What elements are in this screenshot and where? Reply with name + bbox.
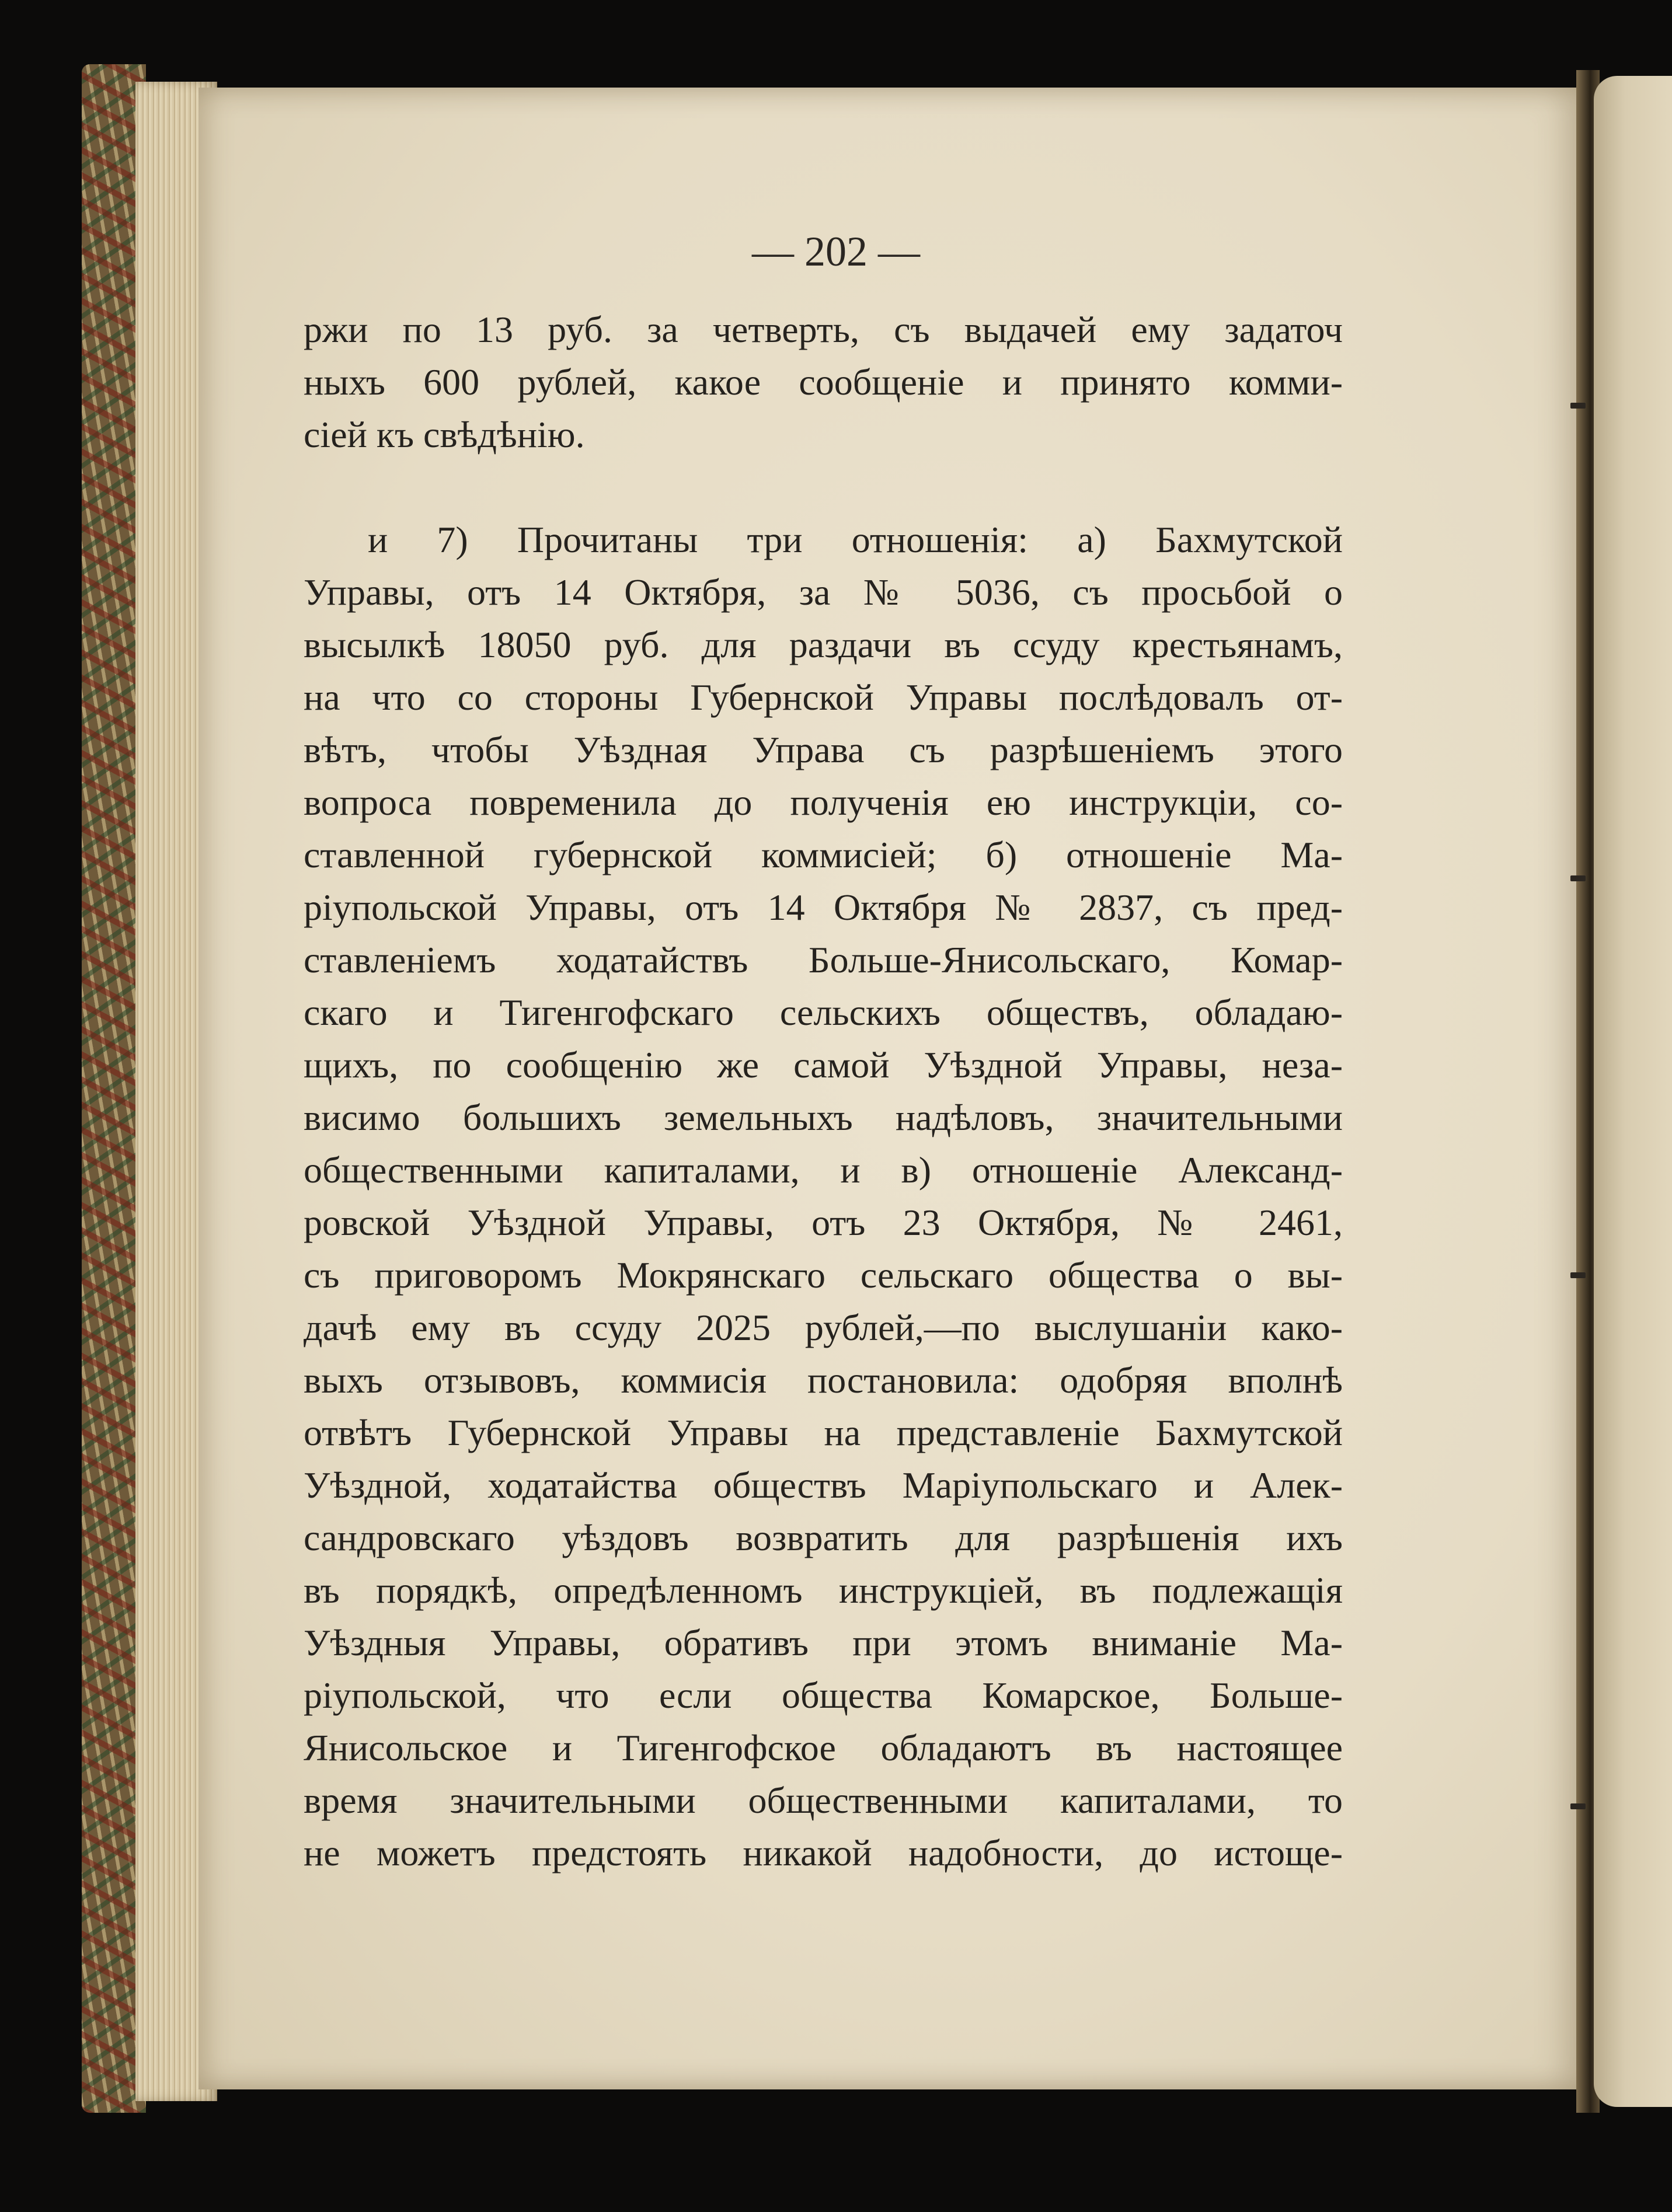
text-line: Управы, отъ 14 Октября, за № 5036, съ просьбой о [304,571,1343,613]
text-line: сандровскаго уѣздовъ возвратить для разрѣшенiя ихъ [304,1517,1343,1558]
text-line: ставленiемъ ходатайствъ Больше-Янисольскаго, Комар- [304,939,1343,981]
text-line: Янисольское и Тигенгофское обладаютъ въ настоящее [304,1727,1343,1768]
text-line: ржи по 13 руб. за четверть, съ выдачей ему задаточ [304,309,1343,350]
margin-tick [1570,1272,1586,1278]
text-line: вѣтъ, чтобы Уѣздная Управа съ разрѣшенiемъ этого [304,729,1343,770]
margin-tick [1570,1803,1586,1809]
text-line: Уѣздныя Управы, обративъ при этомъ вниманiе Ма- [304,1622,1343,1663]
text-line: дачѣ ему въ ссуду 2025 рублей,—по выслушанiи како- [304,1307,1343,1348]
text-line: рiупольской, что если общества Комарское, Больше- [304,1674,1343,1716]
text-line: щихъ, по сообщенiю же самой Уѣздной Управы, неза- [304,1044,1343,1086]
text-line: сiей къ свѣдѣнiю. [304,414,585,455]
text-line: не можетъ предстоять никакой надобности, до истоще- [304,1832,1343,1873]
text-line: въ порядкѣ, опредѣленномъ инструкцiей, въ подлежащiя [304,1569,1343,1611]
text-line: ровской Уѣздной Управы, отъ 23 Октября, № 2461, [304,1202,1343,1243]
page-number: — 202 — [752,228,920,275]
text-line: вопроса повременила до полученiя ею инструкцiи, со- [304,781,1343,823]
margin-tick [1570,403,1586,409]
paragraph-gap [304,461,1343,514]
text-line: ставленной губернской коммисiей; б) отношенiе Ма- [304,834,1343,875]
text-line: время значительными общественными капиталами, то [304,1780,1343,1821]
margin-tick [1570,875,1586,881]
text-line: скаго и Тигенгофскаго сельскихъ обществъ, обладаю- [304,992,1343,1033]
facing-page-edge [1594,76,1672,2107]
text-line: Уѣздной, ходатайства обществъ Марiупольскаго и Алек- [304,1464,1343,1506]
text-line: на что со стороны Губернской Управы послѣдовалъ от- [304,676,1343,718]
text-line: рiупольской Управы, отъ 14 Октября № 2837, съ пред- [304,887,1343,928]
text-line: и 7) Прочитаны три отношенiя: а) Бахмутской [368,519,1343,560]
text-line: высылкѣ 18050 руб. для раздачи въ ссуду крестьянамъ, [304,624,1343,665]
text-line: выхъ отзывовъ, коммисiя постановила: одобряя вполнѣ [304,1359,1343,1401]
page-text [304,303,1343,1879]
text-line: отвѣтъ Губернской Управы на представленiе Бахмутской [304,1412,1343,1453]
text-line: висимо большихъ земельныхъ надѣловъ, значительными [304,1097,1343,1138]
text-line: общественными капиталами, и в) отношенiе Александ- [304,1149,1343,1191]
text-line: съ приговоромъ Мокрянскаго сельскаго общества о вы- [304,1254,1343,1296]
text-line: ныхъ 600 рублей, какое сообщенiе и принято комми- [304,361,1343,403]
